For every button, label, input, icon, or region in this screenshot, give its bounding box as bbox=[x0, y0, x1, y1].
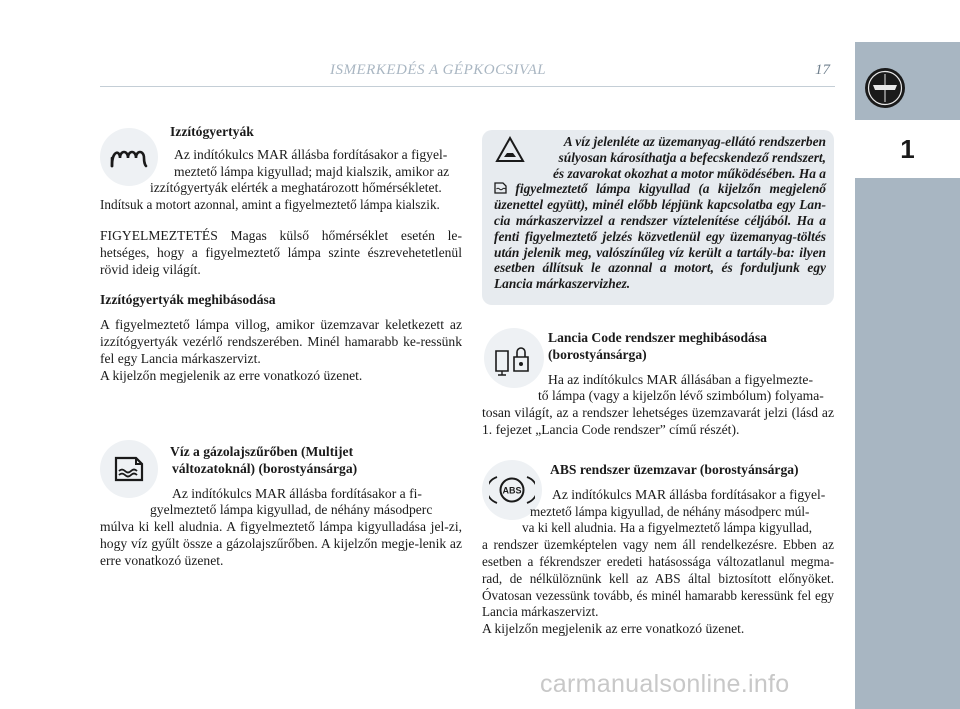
page-number: 17 bbox=[815, 62, 830, 78]
glow-plugs-warning: FIGYELMEZTETÉS Magas külső hőmérséklet esetén le-hetséges, hogy a figyelmeztető lámpa szinte észrevehetetlenül rövid ideig világít. bbox=[100, 227, 462, 277]
water-filter-title-1: Víz a gázolajszűrőben (Multijet bbox=[170, 444, 354, 459]
water-filter-text-2: gyelmeztető lámpa kigyullad, de néhány másodperc bbox=[150, 502, 433, 518]
lancia-code-text-2: tő lámpa (vagy a kijelzőn lévő szimbólum) folyama- bbox=[538, 388, 824, 404]
header-divider bbox=[100, 86, 835, 87]
lancia-code-title-1: Lancia Code rendszer meghibásodása bbox=[548, 330, 767, 345]
abs-title: ABS rendszer üzemzavar (borostyánsárga) bbox=[550, 462, 799, 477]
abs-text-4: a rendszer üzemképtelen vagy nem áll rendelkezésre. Ebben az esetben a fékrendszer eredeti hatásossága változatlanul megma-rad, de nélkülöznünk kell az ABS által biztosított előnyöket. Óvatosan vezessünk tovább, és minél hamarabb keressünk fel egy Lancia márkaszervizt. bbox=[482, 537, 834, 620]
lancia-code-text-3: tosan világít, az a rendszer lehetséges üzemzavarát jelzi (lásd az 1. fejezet „Lancia Code rendszer” című részét). bbox=[482, 405, 834, 437]
warning-inline-filter-icon bbox=[494, 181, 515, 196]
abs-display: A kijelzőn megjelenik az erre vonatkozó üzenet. bbox=[482, 621, 745, 637]
glow-plugs-title: Izzítógyertyák bbox=[170, 124, 254, 139]
glow-plugs-fault-text: A figyelmeztető lámpa villog, amikor üzemzavar keletkezett az izzítógyertyák vezérlő rendszerében. Minél hamarabb ke-ressünk fel egy Lancia márkaszervizt. bbox=[100, 317, 462, 366]
warning-line-3: és zavarokat okozhat a motor működésében. Ha a bbox=[552, 165, 826, 181]
glow-plugs-section bbox=[100, 124, 462, 384]
chapter-tab[interactable]: 1 bbox=[855, 120, 960, 178]
glow-plugs-text-1: Az indítókulcs MAR állásba fordításakor a figyel- bbox=[174, 146, 448, 162]
lancia-code-text-1: Ha az indítókulcs MAR állásában a figyelmezte- bbox=[548, 371, 813, 387]
abs-icon-label: ABS bbox=[502, 485, 522, 496]
water-filter-text-3: múlva ki kell aludnia. A figyelmeztető lámpa kigyulladása jel-zi, hogy víz gyűlt össze a gázolajszűrőben. A kijelzőn megje-lenik az erre vonatkozó üzenet. bbox=[100, 519, 462, 568]
water-filter-section bbox=[100, 444, 462, 570]
glow-plugs-text-3: izzítógyertyák elérték a meghatározott hőmérsékletet. bbox=[150, 180, 442, 196]
watermark: carmanualsonline.info bbox=[540, 670, 790, 698]
warning-line-1: A víz jelenléte az üzemanyag-ellátó rendszerben bbox=[563, 134, 826, 149]
warning-text bbox=[494, 134, 826, 292]
glow-plugs-fault-display: A kijelzőn megjelenik az erre vonatkozó üzenet. bbox=[100, 367, 363, 383]
water-filter-text-1: Az indítókulcs MAR állásba fordításakor a fi- bbox=[172, 485, 422, 501]
lancia-code-title-2: (borostyánsárga) bbox=[548, 346, 647, 362]
lancia-code-section bbox=[482, 330, 834, 439]
abs-text-3: va ki kell aludnia. Ha a figyelmeztető lámpa kigyullad, bbox=[522, 520, 813, 536]
warning-line-2: súlyosan károsíthatja a befecskendező rendszert, bbox=[558, 149, 826, 165]
water-filter-title-2: változatoknál) (borostyánsárga) bbox=[172, 460, 358, 476]
running-header: ISMERKEDÉS A GÉPKOCSIVAL bbox=[330, 62, 547, 78]
lancia-logo bbox=[863, 66, 907, 110]
glow-plugs-fault-title: Izzítógyertyák meghibásodása bbox=[100, 292, 276, 308]
abs-text-1: Az indítókulcs MAR állásba fordításakor a figyel- bbox=[552, 486, 826, 502]
abs-text-2: meztető lámpa kigyullad, de néhány másodperc múl- bbox=[530, 503, 810, 519]
abs-section bbox=[482, 462, 834, 638]
glow-plugs-text-4: Indítsuk a motort azonnal, amint a figyelmeztető lámpa kialszik. bbox=[100, 197, 440, 213]
warning-rest: figyelmeztető lámpa kigyullad (a kijelzőn megjelenő üzenettel együtt), minél előbb lépjünk kapcsolatba egy Lan-cia márkaszervizzel a rendszer víztelenítése céljából. Ha a fenti figyelmeztető jelzés közvetlenül egy üzemanyag-töltés után jelenik meg, valószínűleg víz került a tartály-ba: ilyen esetben állítsuk le azonnal a motort, és forduljunk egy Lancia márkaszervizhez. bbox=[494, 181, 826, 292]
glow-plugs-text-2: meztető lámpa kigyullad; majd kialszik, amikor az bbox=[174, 163, 450, 179]
